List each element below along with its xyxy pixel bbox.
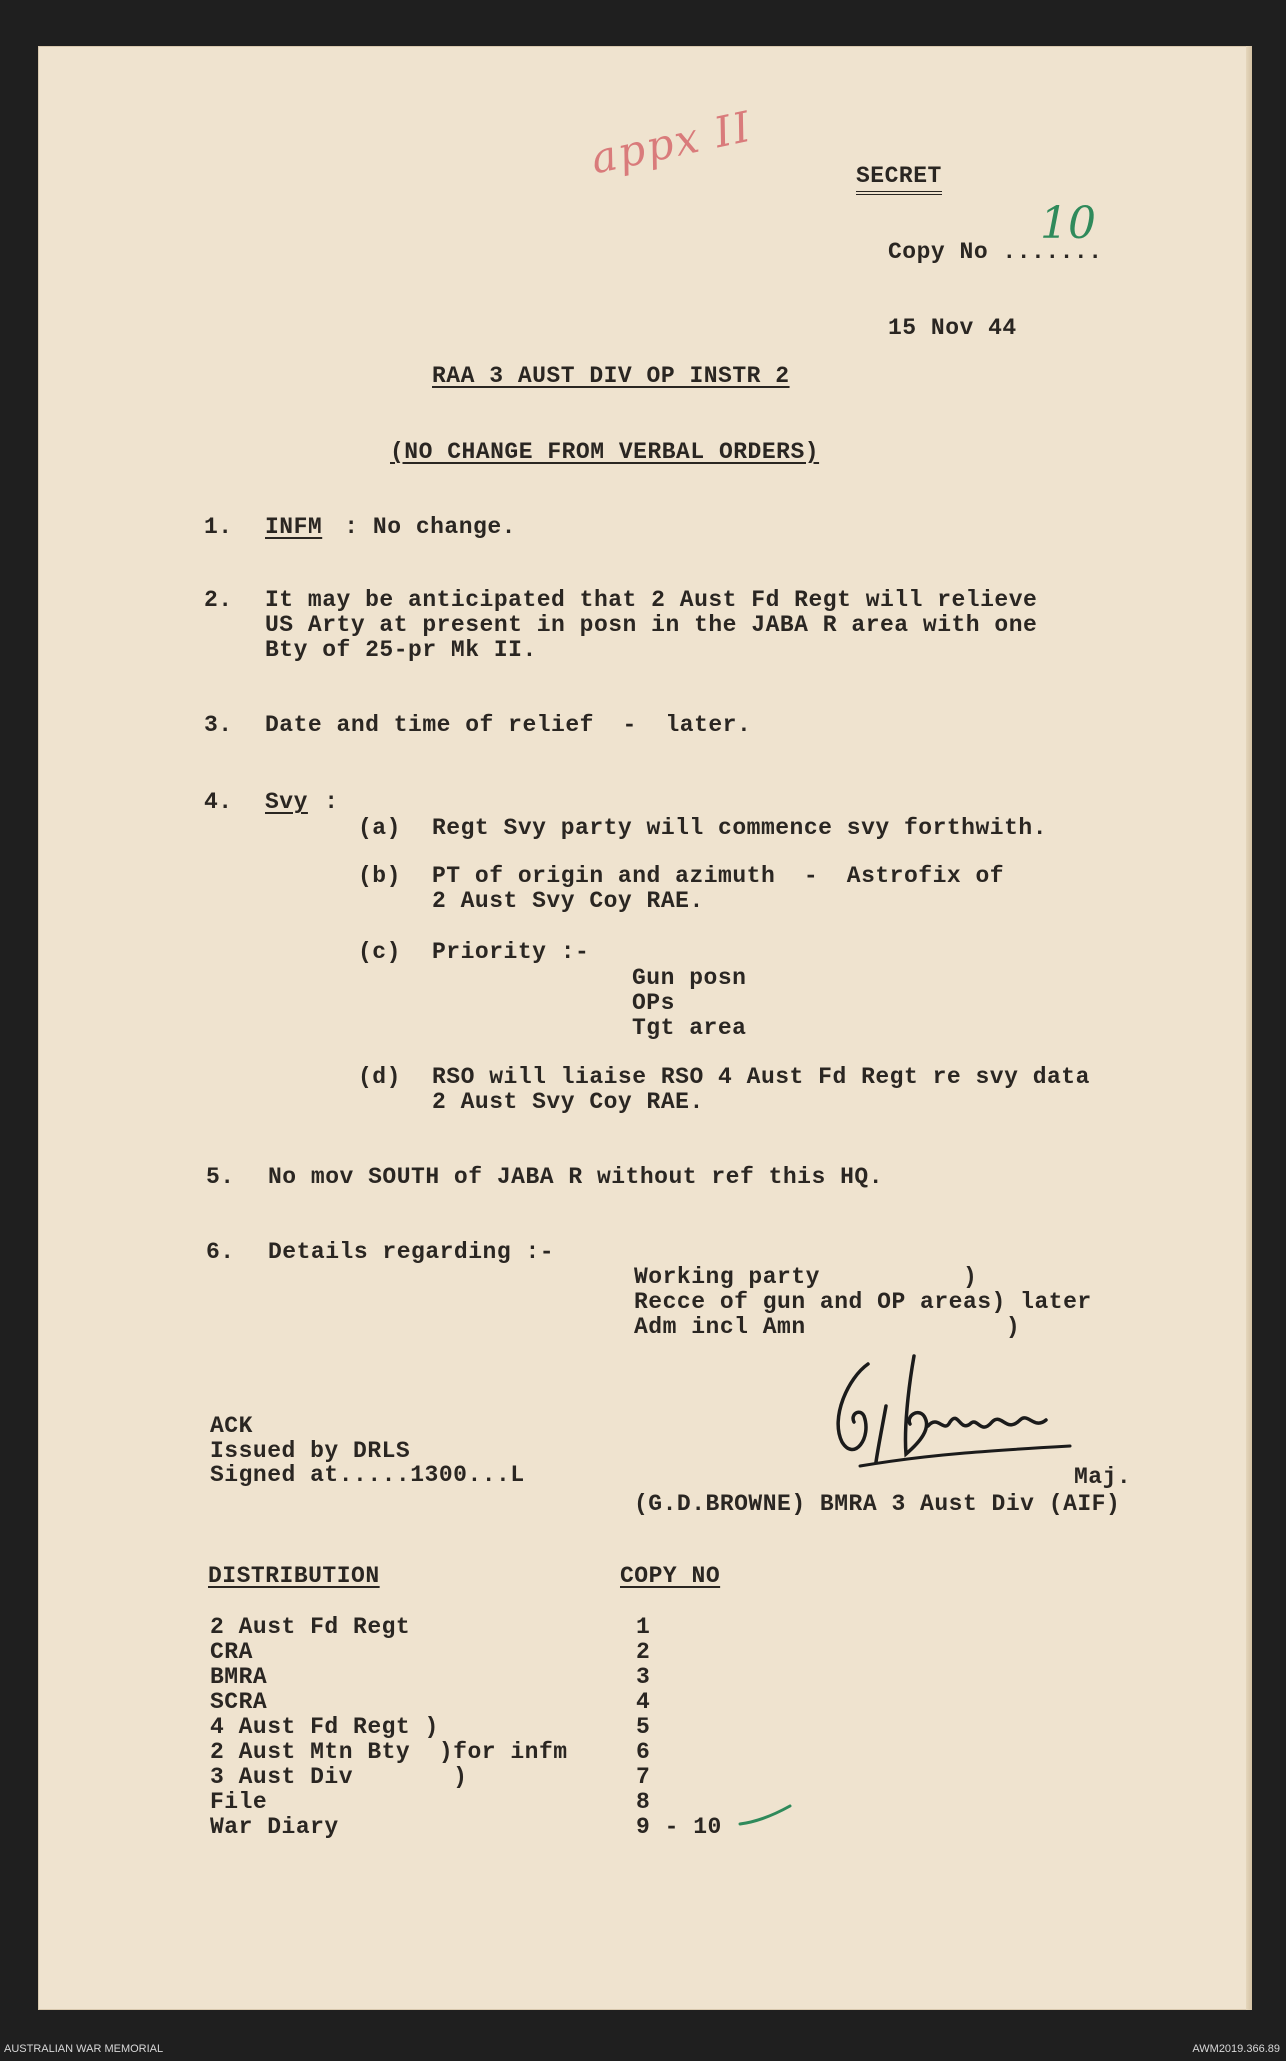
green-tick-mark xyxy=(736,1802,796,1832)
para-2-line: It may be anticipated that 2 Aust Fd Regt will relieve xyxy=(265,587,1038,613)
sub-label-c: (c) xyxy=(358,939,401,965)
para-4-heading: Svy xyxy=(265,789,308,815)
distribution-row-name: 4 Aust Fd Regt ) xyxy=(210,1714,439,1740)
distribution-row-name: File xyxy=(210,1789,268,1815)
para-6-number: 6. xyxy=(206,1239,235,1265)
distribution-row-name: 3 Aust Div ) xyxy=(210,1764,468,1790)
handwritten-signature xyxy=(820,1350,1080,1470)
distribution-row-name: 2 Aust Mtn Bty )for infm xyxy=(210,1739,568,1765)
sub-d-line: 2 Aust Svy Coy RAE. xyxy=(432,1089,704,1115)
detail-line: Working party ) xyxy=(634,1264,978,1290)
para-5-number: 5. xyxy=(206,1164,235,1190)
para-1-heading: INFM xyxy=(265,514,323,540)
classification: SECRET xyxy=(856,164,942,195)
distribution-row-name: 2 Aust Fd Regt xyxy=(210,1614,411,1640)
distribution-row-copy: 2 xyxy=(636,1639,651,1665)
sub-a-line: Regt Svy party will commence svy forthwith. xyxy=(432,815,1047,841)
signed-at: Signed at.....1300...L xyxy=(210,1462,525,1488)
sub-b-line: 2 Aust Svy Coy RAE. xyxy=(432,888,704,914)
detail-line: Recce of gun and OP areas) later xyxy=(634,1289,1092,1315)
sub-d-line: RSO will liaise RSO 4 Aust Fd Regt re svy data xyxy=(432,1064,1090,1090)
document-subtitle: (NO CHANGE FROM VERBAL ORDERS) xyxy=(390,439,820,465)
distribution-row-copy: 7 xyxy=(636,1764,651,1790)
priority-item: Gun posn xyxy=(632,965,747,991)
pencil-annotation: appx II xyxy=(586,101,757,184)
distribution-row-name: War Diary xyxy=(210,1814,339,1840)
para-1-number: 1. xyxy=(204,514,233,540)
distribution-row-name: CRA xyxy=(210,1639,253,1665)
distribution-heading: DISTRIBUTION xyxy=(208,1563,380,1589)
distribution-row-name: SCRA xyxy=(210,1689,268,1715)
sub-b-line: PT of origin and azimuth - Astrofix of xyxy=(432,863,1005,889)
para-4-text: : xyxy=(310,789,339,815)
ack-label: ACK xyxy=(210,1413,253,1439)
para-3-number: 3. xyxy=(204,712,233,738)
footer-source: AUSTRALIAN WAR MEMORIAL xyxy=(4,2043,164,2055)
priority-item: OPs xyxy=(632,990,675,1016)
distribution-row-copy: 4 xyxy=(636,1689,651,1715)
para-3-text: Date and time of relief - later. xyxy=(265,712,752,738)
copy-number-handwritten: 10 xyxy=(1040,198,1096,249)
para-6-text: Details regarding :- xyxy=(268,1239,555,1265)
sub-label-a: (a) xyxy=(358,815,401,841)
issued-by: Issued by DRLS xyxy=(210,1438,411,1464)
sub-label-b: (b) xyxy=(358,863,401,889)
para-5-text: No mov SOUTH of JABA R without ref this HQ. xyxy=(268,1164,883,1190)
paper-edge xyxy=(1246,46,1252,2010)
distribution-row-copy: 6 xyxy=(636,1739,651,1765)
copy-no-heading: COPY NO xyxy=(620,1563,721,1589)
para-4-number: 4. xyxy=(204,789,233,815)
sub-label-d: (d) xyxy=(358,1064,401,1090)
priority-item: Tgt area xyxy=(632,1015,747,1041)
signatory-rank: Maj. xyxy=(1074,1464,1132,1490)
signatory-name: (G.D.BROWNE) BMRA 3 Aust Div (AIF) xyxy=(634,1491,1121,1517)
para-2-line: US Arty at present in posn in the JABA R area with one xyxy=(265,612,1038,638)
para-1-text: : No change. xyxy=(330,514,516,540)
distribution-row-copy: 5 xyxy=(636,1714,651,1740)
distribution-row-copy: 3 xyxy=(636,1664,651,1690)
footer-reference: AWM2019.366.89 xyxy=(1192,2043,1280,2055)
distribution-row-copy: 8 xyxy=(636,1789,651,1815)
distribution-row-copy: 9 - 10 xyxy=(636,1814,722,1840)
document-date: 15 Nov 44 xyxy=(888,315,1017,341)
para-2-number: 2. xyxy=(204,587,233,613)
distribution-row-name: BMRA xyxy=(210,1664,268,1690)
document-title: RAA 3 AUST DIV OP INSTR 2 xyxy=(432,363,790,389)
detail-line: Adm incl Amn ) xyxy=(634,1314,1021,1340)
para-2-line: Bty of 25-pr Mk II. xyxy=(265,637,537,663)
sub-c-line: Priority :- xyxy=(432,939,590,965)
distribution-row-copy: 1 xyxy=(636,1614,651,1640)
copy-no-label: Copy No ....... xyxy=(888,239,1103,265)
